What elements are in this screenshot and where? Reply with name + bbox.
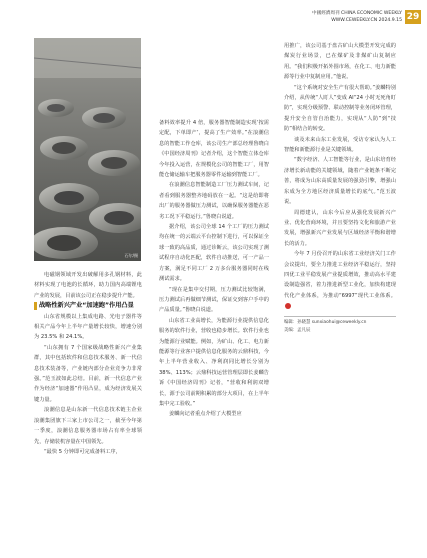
col2-paragraph-3: 据介绍，该公司全球 14 个工厂的压力测试均在统一的云端云平台控制下进行，可以保证全球一致的高品质，通过诊断云，该公司实现了测试程序自动化匹配，软件自动推送，可一产品一方案，满足不同工厂 2 万多台服务器同时在线测试需求。 (159, 224, 269, 283)
col1-paragraph-5: “最快 5 分钟即可完成备料工序， (44, 448, 121, 455)
col3-paragraph-1: 用推广，该公司基于盘古矿山大模型开发完成的煤炭行业场景，已在煤矿及非煤矿山复制应用。“我们积极开拓外围市场，在化工、电力新能源等行业中复制应用。”他说。 (284, 43, 396, 81)
col3-paragraph-6 (284, 249, 396, 311)
col3-paragraph-2: “这个系统对安全生产有很大帮助。”姜麟特别介绍，从传统“人盯人”变成 AI“24 小时无死角盯防”，实现分级预警、联动控制等业务闭环管理，提升安全自管自治能力，实现从“人防”到“技防”相结合的转变。 (284, 84, 396, 133)
col2-paragraph-4: “现在是集中交付期，压力测试比较饱满，压力测试后再做细节测试，保证交到客户手中的产品质量。”鲁晓白说道。 (159, 286, 269, 314)
col1-paragraph-2: 山东省规模以上集成电路、光电子器件等相关产品今年上半年产量增长较快，增速分别为 23.5% 和 24.1%。 (34, 313, 142, 341)
col1-paragraph-3: “山东拥有 7 个国家级战略性新兴产业集群，其中包括软件和信息技术服务、新一代信息技术装备等，产业链内部分企业竞争力非常强。”范玉波如此总结。目前，新一代信息产业作为经济“加速器”作用凸显，成为经济发展关键力量。 (34, 344, 142, 403)
col2-paragraph-5: 山东省工业高增长，为能源行业提供信息化服务的软件行业，营收也稳步增长。软件行业也为能源行业赋能。例如，为矿山、化工、电力新能源等行业客户提供信息化服务的云鼎科技，今年上半年营业收入、净利润同比增长分别为 38%、113%；云鼎科技运营管理层即长姜麟告诉《中国经济周刊》记者，“营收和利润双增长，源于公司前期积累的部分大项目，在上半年集中完工验收。” (159, 317, 269, 407)
article-end-mark (285, 303, 291, 309)
col3-paragraph-3: 谈及未来山东工业发展，受访专家认为人工智能和新能源行业是关键领域。 (284, 136, 396, 154)
subheading-accent-bar (34, 302, 37, 310)
factory-photo (34, 38, 141, 261)
col3-paragraph-6-text: 今年 7 月份召开的山东省工业经济关门工作会议提出，要全力推进工业经济平稳运行，坚持四优工业平稳发展产业提质增效，推动高水平建设制造强省，着力推进新型工业化，加快构建现代化产业体系，为推动“6997”现代工业体系。 (284, 251, 396, 299)
column-3 (284, 41, 396, 335)
header-publication: 中國經濟周刊 CHINA ECONOMIC WEEKLY (312, 11, 402, 16)
col1-paragraph-4: 浪潮信息是山东新一代信息技术链主企业浪潮集团旗下三家上市公司之一，截至今年第一季度，浪潮信息服务器市场占有率全球领先，存储装机容量在中国领先。 (34, 407, 142, 445)
factory-illustration (34, 38, 141, 261)
designer-credit: 美编：孟凡辰 (284, 327, 311, 333)
subheading-text: 战略性新兴产业“加速跑”作用凸显 (39, 302, 134, 310)
col3-paragraph-5: 周德建认，山东今后应从强化发展新兴产业、优化营商环境，并且要坚持文化和旅游产业发展，增强新兴产业发展与区域经济平衡和谐增长的活力。 (284, 209, 396, 247)
col2-paragraph-2: 在浪潮信息智能制造工厂压力测试车间，记者看到服务器整齐地码放在一起。“这是给即将出厂的服务器做压力测试，以确保服务器能在恶劣工况下平稳运行。”鲁晓白说道。 (159, 182, 269, 220)
photo-credit: 石尔/摄 (124, 253, 138, 258)
article-credits (284, 316, 396, 335)
header-text (312, 10, 402, 24)
col3-paragraph-4: “数字经济、人工智能等行业，是山东培育经济增长新动能的关键领域，随着产业链条不断完善，将成为山东高质量发展的强劲引擎，增强山东成为全方地区经济质量增长的底气。”范玉波说。 (284, 157, 396, 206)
page-header (312, 4, 421, 30)
col2-paragraph-6: 姜麟向记者重点介绍了大模型应 (169, 411, 242, 418)
editor-credit: 编辑：孙晓慧 sunxiaohui@ceweekly.cn (284, 319, 367, 325)
column-1 (34, 270, 142, 457)
col2-paragraph-1: 备料效率提升 4 倍，服务器智能制造实现‘按需定配，下单即产’，提高了生产效率。”在浪潮信息的智能工作仓库，该公司生产部总经理鲁晓白《中国经济周刊》记者介绍，这个智能立体仓库今年投入运营，在规模化公司的智能工厂，用智能仓储运输车把服务器零件运输到智能工厂。 (159, 120, 269, 179)
header-website-date: WWW.CEWEEKLY.CN 2024.9.15 (331, 18, 402, 23)
section-subheading (34, 301, 142, 311)
page-number: 29 (406, 12, 420, 22)
col1-paragraph-1: 电磁钢领域开发出破解用多孔钢材料，此材料实现了电池的长循环，助力国内高端锂电产业的发展，目前该公司正在稳步提升产能。 (34, 272, 142, 299)
column-2 (159, 118, 269, 420)
